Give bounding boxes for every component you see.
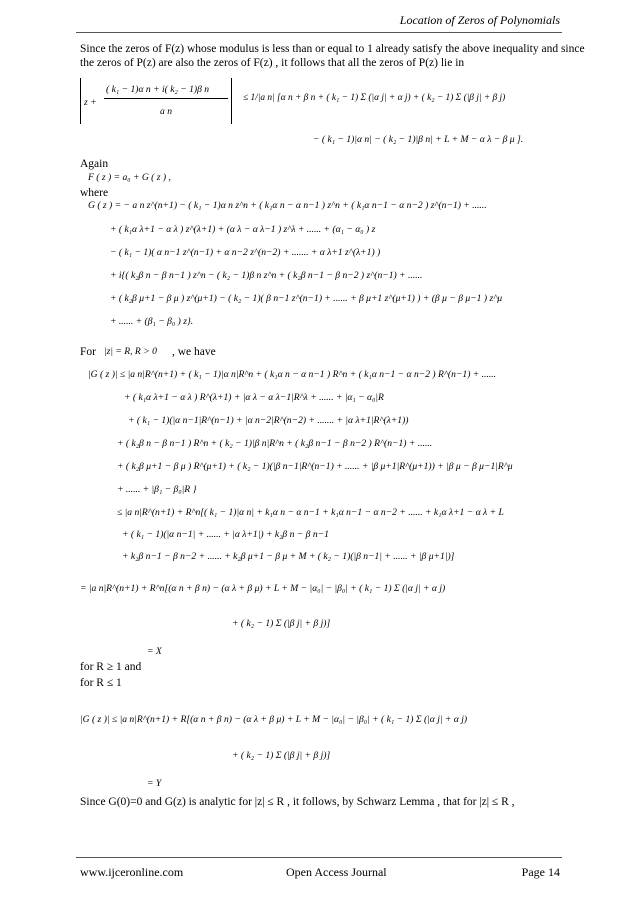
- bound-line-4: + ( k₂β n − β n−1 ) R^n + ( k₂ − 1)|β n|R^n + ( k₂β n−1 − β n−2 ) R^(n−1) + ......: [117, 438, 433, 449]
- G-line-6: + ...... + (β₁ − β₀ ) z}.: [110, 316, 194, 327]
- bound-line-1: |G ( z )| ≤ |a n|R^(n+1) + ( k₁ − 1)|α n|R^n + ( k₁α n − α n−1 ) R^n + ( k₁α n−1 − α n−2 ) R^(n−1) + ......: [88, 369, 497, 380]
- footer-page-number: Page 14: [521, 865, 560, 879]
- header-rule: [76, 32, 562, 33]
- bound-line-5: + ( k₂β μ+1 − β μ ) R^(μ+1) + ( k₂ − 1)(|β n−1|R^(n−1) + ...... + |β μ+1|R^(μ+1)) + |β μ − β μ−1|R^μ: [117, 461, 513, 472]
- equality-line-1: = |a n|R^(n+1) + R^n[(α n + β n) − (α λ + β μ) + L + M − |α₀| − |β₀| + ( k₁ − 1) Σ (|α j| + α j): [80, 583, 446, 594]
- Y-line-2: + ( k₂ − 1) Σ (|β j| + β j)]: [232, 750, 331, 761]
- abs-bar-right: [231, 78, 232, 124]
- G-line-1: G ( z ) = − a n z^(n+1) − ( k₁ − 1)α n z^n + ( k₁α n − α n−1 ) z^n + ( k₁α n−1 − α n−2 ) z^(n−1) + ......: [88, 200, 487, 211]
- equality-line-2: + ( k₂ − 1) Σ (|β j| + β j)]: [232, 618, 331, 629]
- equals-Y: = Y: [147, 778, 162, 789]
- intro-line-2: the zeros of P(z) are also the zeros of F(z) , it follows that all the zeros of P(z) lie in: [80, 57, 465, 69]
- footer-journal: Open Access Journal: [286, 865, 387, 879]
- for-R-le-1: for R ≤ 1: [80, 677, 122, 689]
- G-line-5: + ( k₂β μ+1 − β μ ) z^(μ+1) − ( k₂ − 1)( β n−1 z^(n−1) + ...... + β μ+1 z^(μ+1) ) + (β μ − β μ−1 ) z^μ: [110, 293, 503, 304]
- intro-line-1: Since the zeros of F(z) whose modulus is less than or equal to 1 already satisfy the above inequality and since: [80, 43, 585, 55]
- bound-line-6: + ...... + |β₁ − β₀|R }: [117, 484, 197, 495]
- where-label: where: [80, 187, 109, 199]
- G-line-3: − ( k₁ − 1)( α n−1 z^(n−1) + α n−2 z^(n−2) + ....... + α λ+1 z^(λ+1) ): [110, 247, 381, 258]
- eq1-numerator: ( k₁ − 1)α n + i( k₂ − 1)β n: [106, 84, 210, 95]
- bound-line-2: + ( k₁α λ+1 − α λ ) R^(λ+1) + |α λ − α λ−1|R^λ + ...... + |α₁ − α₀|R: [124, 392, 384, 403]
- for-condition: |z| = R, R > 0: [104, 346, 157, 357]
- eq1-denominator: a n: [160, 106, 172, 117]
- footer-rule: [76, 857, 562, 858]
- again-label: Again: [80, 158, 109, 170]
- bound-line-9: + k₂β n−1 − β n−2 + ...... + k₂β μ+1 − β μ + M + ( k₂ − 1)(|β n−1| + ...... + |β μ+1|)]: [122, 551, 455, 562]
- eq1-plus: z +: [84, 97, 97, 108]
- bound-line-3: + ( k₁ − 1)(|α n−1|R^(n−1) + |α n−2|R^(n−2) + ....... + |α λ+1|R^(λ+1)): [128, 415, 409, 426]
- for-label: For: [80, 346, 96, 358]
- eq1-continuation: − ( k₁ − 1)|α n| − ( k₂ − 1)|β n| + L + M − α λ − β μ ].: [313, 134, 524, 145]
- running-title: Location of Zeros of Polynomials: [399, 13, 560, 27]
- for-R-ge-1: for R ≥ 1 and: [80, 661, 142, 673]
- eq-F: F ( z ) = a₀ + G ( z ) ,: [88, 172, 171, 183]
- G-line-4: + i{( k₂β n − β n−1 ) z^n − ( k₂ − 1)β n z^n + ( k₂β n−1 − β n−2 ) z^(n−1) + ......: [110, 270, 423, 281]
- equals-X: = X: [147, 646, 162, 657]
- we-have-label: , we have: [172, 346, 216, 358]
- schwarz-sentence: Since G(0)=0 and G(z) is analytic for |z| ≤ R , it follows, by Schwarz Lemma , that for |z| ≤ R ,: [80, 796, 515, 808]
- footer-website[interactable]: www.ijceronline.com: [80, 865, 184, 879]
- eq1-fraction-bar: [104, 98, 228, 99]
- bound-line-8: + ( k₁ − 1)(|α n−1| + ...... + |α λ+1|) + k₂β n − β n−1: [122, 529, 329, 540]
- bound-line-7: ≤ |a n|R^(n+1) + R^n[( k₁ − 1)|α n| + k₁α n − α n−1 + k₁α n−1 − α n−2 + ...... + k₁α λ+1 − α λ + L: [117, 507, 504, 518]
- Y-line-1: |G ( z )| ≤ |a n|R^(n+1) + R[(α n + β n) − (α λ + β μ) + L + M − |α₀| − |β₀| + ( k₁ − 1) Σ (|α j| + α j): [80, 714, 468, 725]
- abs-bar-left: [80, 78, 81, 124]
- G-line-2: + ( k₁α λ+1 − α λ ) z^(λ+1) + (α λ − α λ−1 ) z^λ + ...... + (α₁ − α₀ ) z: [110, 224, 376, 235]
- eq1-rhs: ≤ 1/|a n| [α n + β n + ( k₁ − 1) Σ (|α j| + α j) + ( k₂ − 1) Σ (|β j| + β j): [243, 92, 506, 103]
